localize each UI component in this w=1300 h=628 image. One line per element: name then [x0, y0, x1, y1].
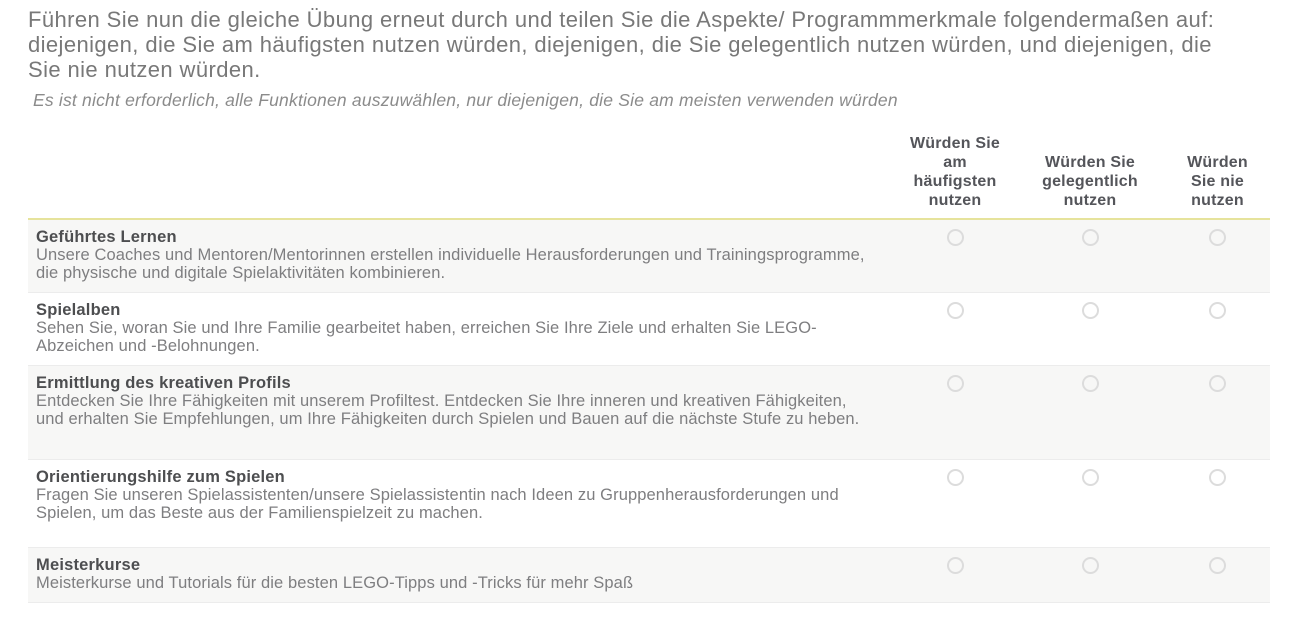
radio-cell-most-often	[895, 460, 1015, 547]
row-title: Meisterkurse	[36, 556, 141, 574]
row-description: Unsere Coaches und Mentoren/Mentorinnen erstellen individuelle Herausforderungen und Trainingsprogramme, die physische und digitale Spielaktivitäten kombinieren.	[36, 246, 865, 282]
question-hint: Es ist nicht erforderlich, alle Funktionen auszuwählen, nur diejenigen, die Sie am meisten verwenden würden	[33, 90, 898, 110]
table-row	[28, 293, 1270, 366]
column-header-label: Würden Sie am häufigsten nutzen	[909, 135, 1000, 209]
row-label-cell	[28, 548, 895, 602]
radio-cell-occasionally	[1015, 220, 1165, 292]
table-body	[28, 220, 1270, 603]
row-description: Meisterkurse und Tutorials für die besten LEGO-Tipps und -Tricks für mehr Spaß	[36, 574, 634, 592]
row-title: Orientierungshilfe zum Spielen	[36, 468, 285, 486]
matrix-header-row	[28, 134, 1270, 220]
radio-button-most-often[interactable]	[947, 469, 964, 486]
radio-cell-never	[1165, 460, 1270, 547]
radio-cell-most-often	[895, 366, 1015, 459]
row-label-cell	[28, 293, 895, 365]
radio-cell-never	[1165, 366, 1270, 459]
column-header-occasionally	[1015, 153, 1165, 210]
radio-button-never[interactable]	[1209, 229, 1226, 246]
column-header-label: Würden Sie nie nutzen	[1187, 154, 1248, 209]
radio-button-never[interactable]	[1209, 375, 1226, 392]
radio-button-occasionally[interactable]	[1082, 557, 1099, 574]
matrix-table	[28, 134, 1270, 603]
radio-cell-occasionally	[1015, 548, 1165, 602]
radio-button-never[interactable]	[1209, 557, 1226, 574]
radio-cell-occasionally	[1015, 460, 1165, 547]
row-description: Sehen Sie, woran Sie und Ihre Familie gearbeitet haben, erreichen Sie Ihre Ziele und erhalten Sie LEGO-Abzeichen und -Belohnungen.	[36, 319, 817, 355]
row-title: Ermittlung des kreativen Profils	[36, 374, 291, 392]
radio-cell-never	[1165, 548, 1270, 602]
radio-button-never[interactable]	[1209, 302, 1226, 319]
radio-button-occasionally[interactable]	[1082, 375, 1099, 392]
column-header-most-often	[895, 134, 1015, 210]
radio-cell-occasionally	[1015, 366, 1165, 459]
radio-button-never[interactable]	[1209, 469, 1226, 486]
radio-cell-most-often	[895, 220, 1015, 292]
radio-cell-most-often	[895, 293, 1015, 365]
column-header-never	[1165, 153, 1270, 210]
table-row	[28, 460, 1270, 548]
radio-cell-never	[1165, 293, 1270, 365]
radio-cell-most-often	[895, 548, 1015, 602]
table-row	[28, 548, 1270, 603]
row-description: Entdecken Sie Ihre Fähigkeiten mit unserem Profiltest. Entdecken Sie Ihre inneren und kreativen Fähigkeiten, und erhalten Sie Empfehlungen, um Ihre Fähigkeiten durch Spielen und Bauen auf die nächste Stufe zu heben.	[36, 392, 860, 428]
radio-button-occasionally[interactable]	[1082, 302, 1099, 319]
row-description: Fragen Sie unseren Spielassistenten/unsere Spielassistentin nach Ideen zu Gruppenherausforderungen und Spielen, um das Beste aus der Familienspielzeit zu machen.	[36, 486, 839, 522]
radio-cell-never	[1165, 220, 1270, 292]
radio-button-occasionally[interactable]	[1082, 469, 1099, 486]
radio-button-occasionally[interactable]	[1082, 229, 1099, 246]
radio-button-most-often[interactable]	[947, 229, 964, 246]
row-label-cell	[28, 460, 895, 547]
radio-button-most-often[interactable]	[947, 302, 964, 319]
radio-cell-occasionally	[1015, 293, 1165, 365]
radio-button-most-often[interactable]	[947, 375, 964, 392]
row-title: Geführtes Lernen	[36, 228, 177, 246]
question-text: Führen Sie nun die gleiche Übung erneut durch und teilen Sie die Aspekte/ Programmmerkmale folgendermaßen auf: diejenigen, die Sie am häufigsten nutzen würden, diejenigen, die Sie gelegentlich nutzen würden, und diejenigen, die Sie nie nutzen würden.	[28, 7, 1215, 82]
row-label-cell	[28, 220, 895, 292]
row-title: Spielalben	[36, 301, 121, 319]
column-header-label: Würden Sie gelegentlich nutzen	[1042, 154, 1138, 209]
table-row	[28, 366, 1270, 460]
table-row	[28, 220, 1270, 293]
row-label-cell	[28, 366, 895, 459]
radio-button-most-often[interactable]	[947, 557, 964, 574]
